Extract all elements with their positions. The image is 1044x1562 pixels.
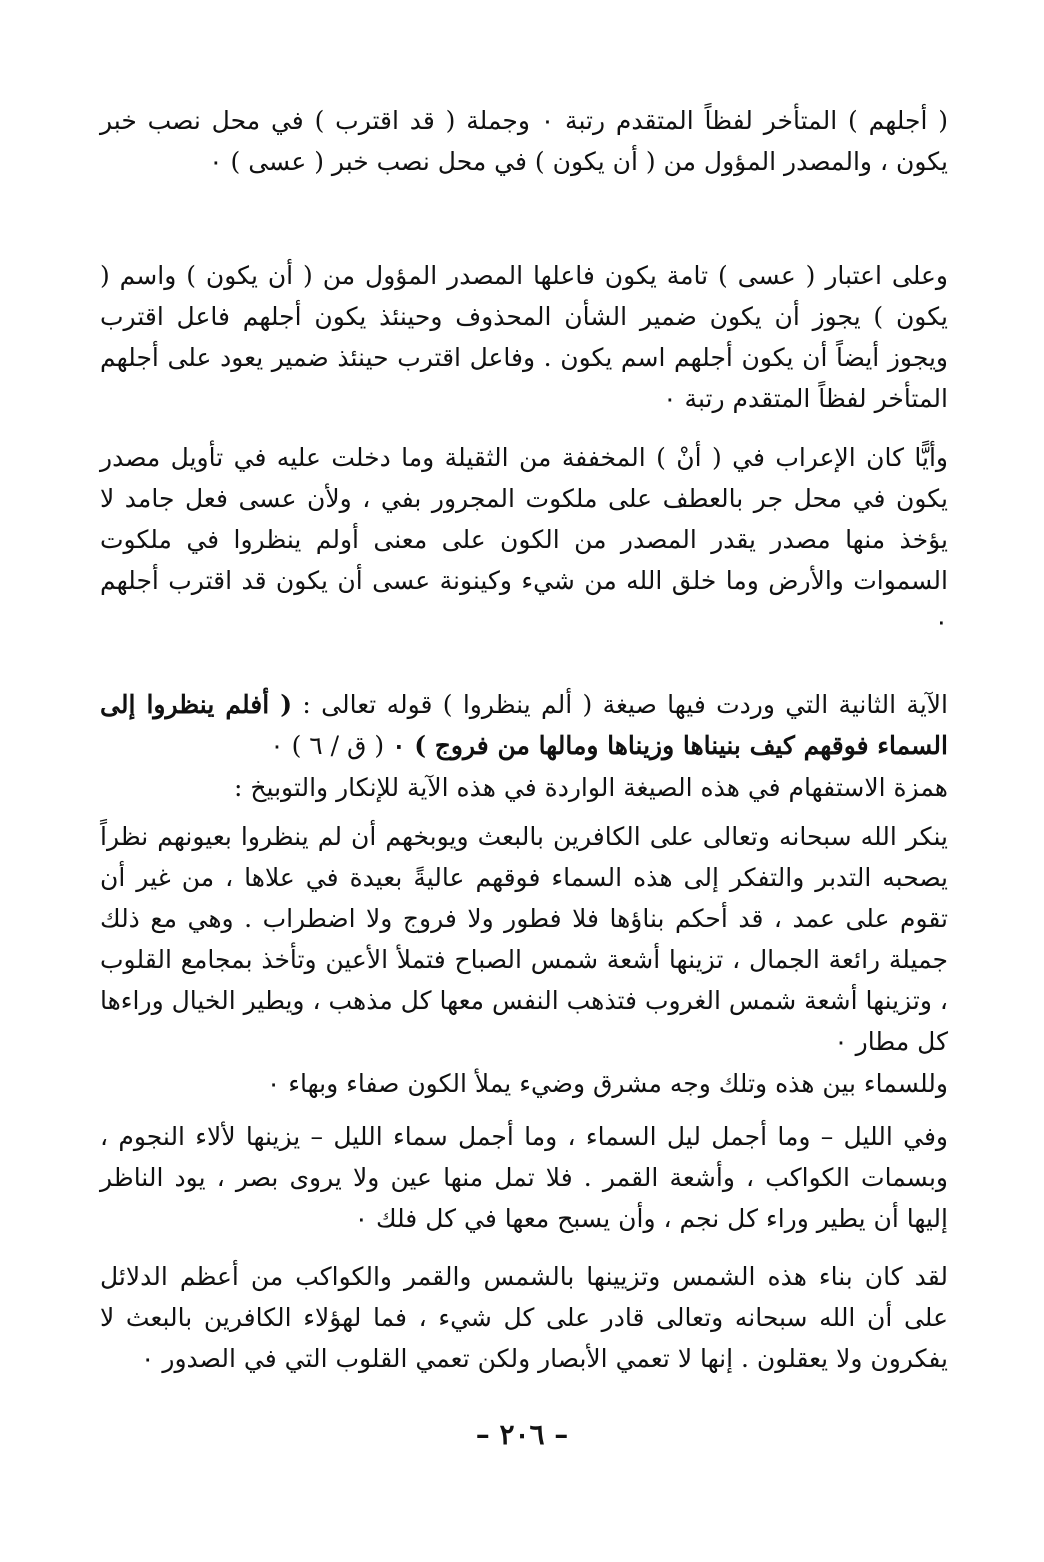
verse-text: ( أفلم ينظروا إلى السماء فوقهم كيف بنيناها وزيناها ومالها من فروج ) ٠	[100, 690, 948, 760]
verse-reference: ( ق / ٦ ) ٠	[270, 731, 385, 760]
paragraph-1: ( أجلهم ) المتأخر لفظاً المتقدم رتبة ٠ وجملة ( قد اقترب ) في محل نصب خبر يكون ، والمصدر المؤول من ( أن يكون ) في محل نصب خبر ( عسى ) ٠	[100, 106, 948, 176]
verse-intro: الآية الثانية التي وردت فيها صيغة ( ألم ينظروا ) قوله تعالى :	[302, 690, 948, 719]
page-number: – ٢٠٦ –	[475, 1418, 569, 1451]
paragraph-3: وأيًّا كان الإعراب في ( أنْ ) المخففة من الثقيلة وما دخلت عليه في تأويل مصدر يكون في محل جر بالعطف على ملكوت المجرور بفي ، ولأن عسى فعل جامد لا يؤخذ منها مصدر يقدر المصدر من الكون على معنى أولم ينظروا في ملكوت السموات والأرض وما خلق الله من شيء وكينونة عسى أن يكون قد اقترب أجلهم ٠	[100, 443, 948, 636]
paragraph-6: وللسماء بين هذه وتلك وجه مشرق وضيء يملأ الكون صفاء وبهاء ٠	[266, 1069, 948, 1098]
paragraph-2: وعلى اعتبار ( عسى ) تامة يكون فاعلها المصدر المؤول من ( أن يكون ) واسم ( يكون ) يجوز أن يكون ضمير الشأن المحذوف وحينئذ يكون أجلهم فاعل اقترب ويجوز أيضاً أن يكون أجلهم اسم يكون . وفاعل اقترب حينئذ ضمير يعود على أجلهم المتأخر لفظاً المتقدم رتبة ٠	[100, 261, 948, 413]
paragraph-8: لقد كان بناء هذه الشمس وتزيينها بالشمس والقمر والكواكب من أعظم الدلائل على أن الله سبحانه وتعالى قادر على كل شيء ، فما لهؤلاء الكافرين بالبعث لا يفكرون ولا يعقلون . إنها لا تعمي الأبصار ولكن تعمي القلوب التي في الصدور ٠	[100, 1262, 948, 1373]
verse-paragraph	[100, 684, 948, 766]
paragraph-7: وفي الليل – وما أجمل ليل السماء ، وما أجمل سماء الليل – يزينها لألاء النجوم ، وبسمات الكواكب ، وأشعة القمر . فلا تمل منها عين ولا يروى بصر ، يود الناظر إليها أن يطير وراء كل نجم ، وأن يسبح معها في كل فلك ٠	[100, 1122, 948, 1233]
paragraph-5: ينكر الله سبحانه وتعالى على الكافرين بالبعث ويوبخهم أن لم ينظروا بعيونهم نظراً يصحبه التدبر والتفكر إلى هذه السماء فوقهم عاليةً بعيدة في علاها ، من غير أن تقوم على عمد ، قد أحكم بناؤها فلا فطور ولا فروج ولا اضطراب . وهي مع ذلك جميلة رائعة الجمال ، تزينها أشعة شمس الصباح فتملأ الأعين وتأخذ بمجامع القلوب ، وتزينها أشعة شمس الغروب فتذهب النفس معها كل مذهب ، ويطير الخيال وراءها كل مطار ٠	[100, 822, 948, 1056]
paragraph-4: همزة الاستفهام في هذه الصيغة الواردة في هذه الآية للإنكار والتوبيخ :	[234, 773, 948, 802]
